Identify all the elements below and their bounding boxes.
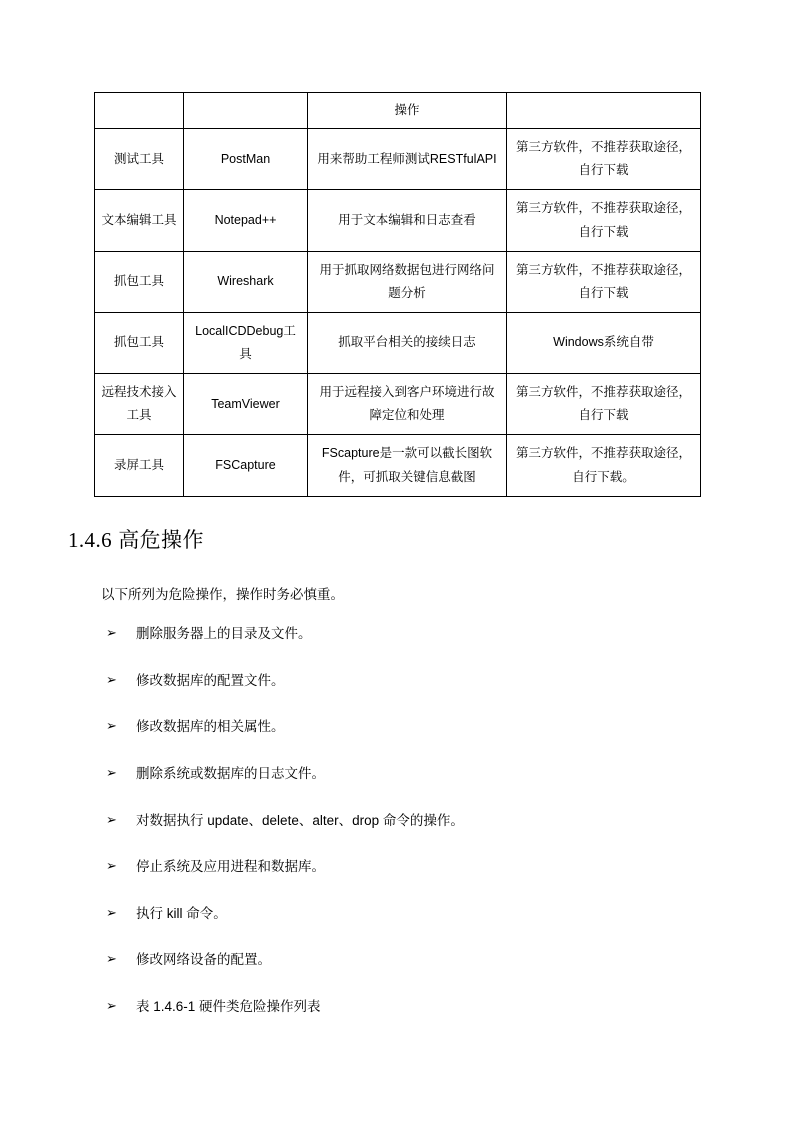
- cell-tool: FSCapture: [184, 435, 308, 496]
- table-row: [95, 435, 701, 496]
- page-title: [68, 524, 700, 554]
- bullet-arrow-icon: ➢: [106, 811, 117, 827]
- cell-usage: FScapture是一款可以截长图软件，可抓取关键信息截图: [308, 435, 507, 496]
- list-item: [94, 810, 700, 832]
- list-item-label: 对数据执行 update、delete、alter、drop 命令的操作。: [136, 812, 464, 828]
- danger-operations-list: [94, 623, 700, 1017]
- list-item: [94, 903, 700, 925]
- table-row: [95, 251, 701, 312]
- list-item-label: 删除系统或数据库的日志文件。: [136, 766, 325, 781]
- bullet-arrow-icon: ➢: [106, 951, 117, 967]
- page-content: [68, 92, 700, 1043]
- cell-usage: 用于远程接入到客户环境进行故障定位和处理: [308, 374, 507, 435]
- section-lead-text: 以下所列为危险操作，操作时务必慎重。: [101, 586, 344, 602]
- bullet-arrow-icon: ➢: [106, 765, 117, 780]
- table-row: [95, 129, 701, 190]
- cell-source: 第三方软件，不推荐获取途径，自行下载: [507, 129, 701, 190]
- cell-category: 测试工具: [95, 129, 184, 190]
- list-item: [94, 949, 700, 971]
- header-cell-usage: 操作: [308, 93, 507, 129]
- section-number: 1.4.6: [68, 527, 112, 552]
- bullet-arrow-icon: ➢: [106, 718, 117, 734]
- cell-category: 录屏工具: [95, 435, 184, 496]
- header-cell-category: [95, 93, 184, 129]
- cell-source: 第三方软件，不推荐获取途径，自行下载: [507, 374, 701, 435]
- list-item-label: 修改数据库的相关属性。: [136, 719, 285, 735]
- cell-category: 抓包工具: [95, 251, 184, 312]
- cell-category: 文本编辑工具: [95, 190, 184, 251]
- bullet-arrow-icon: ➢: [106, 858, 117, 874]
- cell-usage: 用于抓取网络数据包进行网络问题分析: [308, 251, 507, 312]
- cell-source: 第三方软件，不推荐获取途径，自行下载: [507, 190, 701, 251]
- header-cell-tool: [184, 93, 308, 129]
- cell-category: 抓包工具: [95, 312, 184, 373]
- list-item-label: 修改数据库的配置文件。: [136, 672, 285, 688]
- cell-category: 远程技术接入工具: [95, 374, 184, 435]
- cell-tool: PostMan: [184, 129, 308, 190]
- bullet-arrow-icon: ➢: [106, 625, 117, 641]
- cell-tool: Wireshark: [184, 251, 308, 312]
- tools-table: [94, 92, 701, 497]
- cell-source: 第三方软件，不推荐获取途径，自行下载: [507, 251, 701, 312]
- cell-source: Windows系统自带: [507, 312, 701, 373]
- bullet-arrow-icon: ➢: [106, 904, 117, 920]
- list-item-label: 删除服务器上的目录及文件。: [136, 626, 312, 642]
- cell-usage: 用于文本编辑和日志查看: [308, 190, 507, 251]
- table-row: [95, 312, 701, 373]
- list-item-label: 修改网络设备的配置。: [136, 952, 271, 968]
- cell-tool: LocalICDDebug工具: [184, 312, 308, 373]
- list-item: [94, 716, 700, 738]
- list-item: [94, 996, 700, 1018]
- list-item: [94, 856, 700, 878]
- cell-tool: TeamViewer: [184, 374, 308, 435]
- section-title: 高危操作: [118, 528, 204, 552]
- table-row: [95, 374, 701, 435]
- list-item-label: 执行 kill 命令。: [136, 905, 227, 921]
- list-item: [94, 670, 700, 692]
- cell-usage: 抓取平台相关的接续日志: [308, 312, 507, 373]
- list-item-label: 停止系统及应用进程和数据库。: [136, 859, 325, 875]
- list-item: [94, 623, 700, 645]
- header-cell-source: [507, 93, 701, 129]
- bullet-arrow-icon: ➢: [106, 671, 117, 687]
- table-row: [95, 190, 701, 251]
- bullet-arrow-icon: ➢: [106, 997, 117, 1013]
- table-header-row: [95, 93, 701, 129]
- cell-source: 第三方软件，不推荐获取途径，自行下载。: [507, 435, 701, 496]
- list-item: [94, 763, 700, 785]
- cell-usage: 用来帮助工程师测试RESTfulAPI: [308, 129, 507, 190]
- cell-tool: Notepad++: [184, 190, 308, 251]
- list-item-label: 表 1.4.6-1 硬件类危险操作列表: [136, 998, 321, 1014]
